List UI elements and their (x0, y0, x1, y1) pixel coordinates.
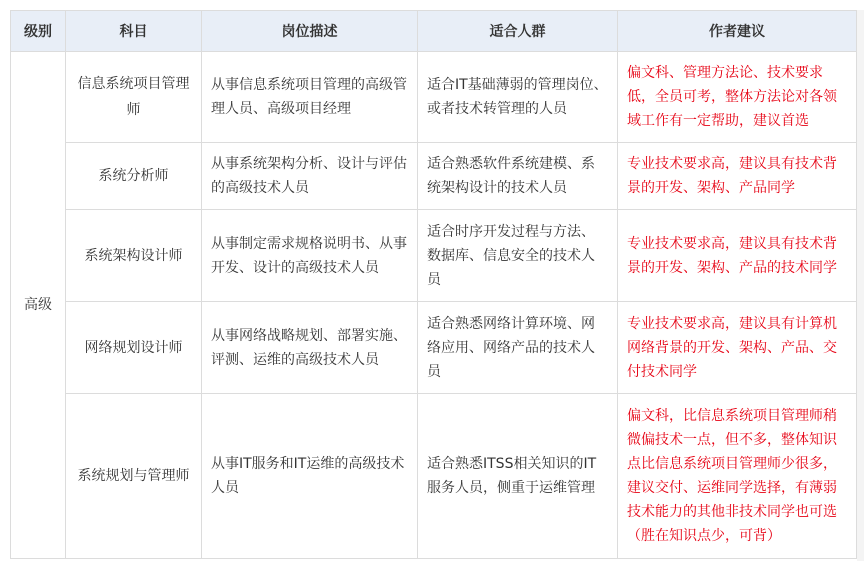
header-subject: 科目 (66, 11, 202, 52)
header-row (11, 11, 857, 52)
description-cell: 从事系统架构分析、设计与评估的高级技术人员 (202, 143, 418, 210)
table-row (11, 394, 857, 559)
audience-cell: 适合熟悉网络计算环境、网络应用、网络产品的技术人员 (418, 302, 618, 394)
header-author-advice: 作者建议 (618, 11, 857, 52)
horizontal-scroll-edge (857, 10, 864, 561)
table-body (11, 52, 857, 559)
advice-cell: 偏文科，比信息系统项目管理师稍微偏技术一点，但不多，整体知识点比信息系统项目管理师少很多，建议交付、运维同学选择，有薄弱技术能力的其他非技术同学也可选（胜在知识点少，可背） (618, 394, 857, 559)
subject-cell: 系统规划与管理师 (66, 394, 202, 559)
table-header (11, 11, 857, 52)
subject-cell: 网络规划设计师 (66, 302, 202, 394)
description-cell: 从事信息系统项目管理的高级管理人员、高级项目经理 (202, 52, 418, 143)
table-row (11, 143, 857, 210)
level-cell: 高级 (11, 52, 66, 559)
audience-cell: 适合熟悉软件系统建模、系统架构设计的技术人员 (418, 143, 618, 210)
header-suitable-audience: 适合人群 (418, 11, 618, 52)
certification-table (10, 10, 857, 559)
subject-cell: 系统架构设计师 (66, 210, 202, 302)
certification-table-container (10, 10, 856, 559)
table-row (11, 52, 857, 143)
description-cell: 从事网络战略规划、部署实施、评测、运维的高级技术人员 (202, 302, 418, 394)
subject-cell: 信息系统项目管理师 (66, 52, 202, 143)
description-cell: 从事制定需求规格说明书、从事开发、设计的高级技术人员 (202, 210, 418, 302)
table-row (11, 302, 857, 394)
table-row (11, 210, 857, 302)
header-level: 级别 (11, 11, 66, 52)
advice-cell: 偏文科、管理方法论、技术要求低，全员可考，整体方法论对各领域工作有一定帮助，建议首选 (618, 52, 857, 143)
subject-cell: 系统分析师 (66, 143, 202, 210)
advice-cell: 专业技术要求高，建议具有计算机网络背景的开发、架构、产品、交付技术同学 (618, 302, 857, 394)
advice-cell: 专业技术要求高，建议具有技术背景的开发、架构、产品的技术同学 (618, 210, 857, 302)
advice-cell: 专业技术要求高，建议具有技术背景的开发、架构、产品同学 (618, 143, 857, 210)
audience-cell: 适合熟悉ITSS相关知识的IT服务人员，侧重于运维管理 (418, 394, 618, 559)
audience-cell: 适合IT基础薄弱的管理岗位、或者技术转管理的人员 (418, 52, 618, 143)
header-job-description: 岗位描述 (202, 11, 418, 52)
description-cell: 从事IT服务和IT运维的高级技术人员 (202, 394, 418, 559)
audience-cell: 适合时序开发过程与方法、数据库、信息安全的技术人员 (418, 210, 618, 302)
